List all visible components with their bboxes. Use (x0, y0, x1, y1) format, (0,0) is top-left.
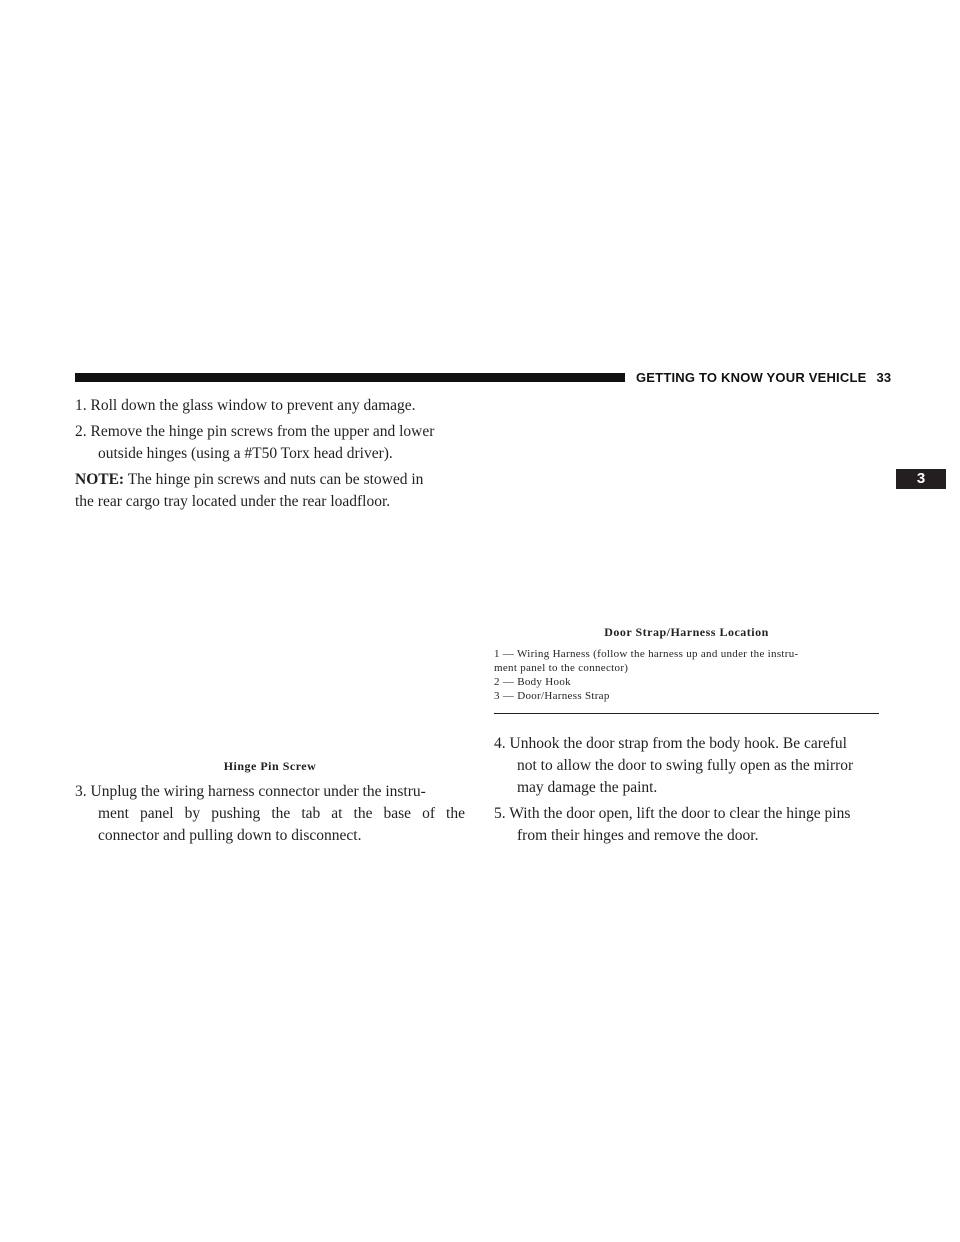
chapter-tab: 3 (896, 469, 946, 489)
header-rule (75, 373, 625, 382)
legend-line: 2 — Body Hook (494, 676, 571, 688)
step-5-line-2: from their hinges and remove the door. (517, 827, 759, 844)
step-3-line-2: ment panel by pushing the tab at the base of the (98, 805, 465, 822)
step-4-line-3: may damage the paint. (517, 779, 658, 796)
step-3-line-3: connector and pulling down to disconnect. (98, 827, 362, 844)
step-2-line-1: 2. Remove the hinge pin screws from the upper and lower (75, 423, 435, 440)
step-5 (494, 803, 884, 847)
figure-caption-hinge-pin-screw: Hinge Pin Screw (223, 759, 317, 773)
note (75, 469, 465, 513)
step-2 (75, 421, 465, 465)
step-5-line-1: 5. With the door open, lift the door to clear the hinge pins (494, 805, 851, 822)
step-4-line-2: not to allow the door to swing fully open as the mirror (517, 757, 854, 774)
legend-rule (494, 713, 879, 714)
step-2-line-2: outside hinges (using a #T50 Torx head driver). (98, 445, 393, 462)
step-3-line-1: 3. Unplug the wiring harness connector under the instru- (75, 783, 426, 800)
figure-legend (494, 647, 879, 703)
figure-caption-door-strap: Door Strap/Harness Location (604, 625, 769, 639)
step-3 (75, 781, 465, 847)
page-number: 33 (876, 370, 892, 385)
legend-line: ment panel to the connector) (494, 662, 629, 674)
note-label: NOTE: (75, 471, 125, 488)
note-text-line-2: the rear cargo tray located under the rear loadfloor. (75, 493, 391, 510)
running-header (636, 370, 891, 385)
note-text-line-1: The hinge pin screws and nuts can be stowed in (124, 471, 424, 488)
step-1: 1. Roll down the glass window to prevent any damage. (75, 397, 416, 414)
step-4-line-1: 4. Unhook the door strap from the body hook. Be careful (494, 735, 847, 752)
section-title: GETTING TO KNOW YOUR VEHICLE (636, 370, 867, 385)
step-4 (494, 733, 884, 799)
legend-line: 3 — Door/Harness Strap (494, 690, 610, 702)
legend-line: 1 — Wiring Harness (follow the harness up and under the instru- (494, 648, 799, 660)
